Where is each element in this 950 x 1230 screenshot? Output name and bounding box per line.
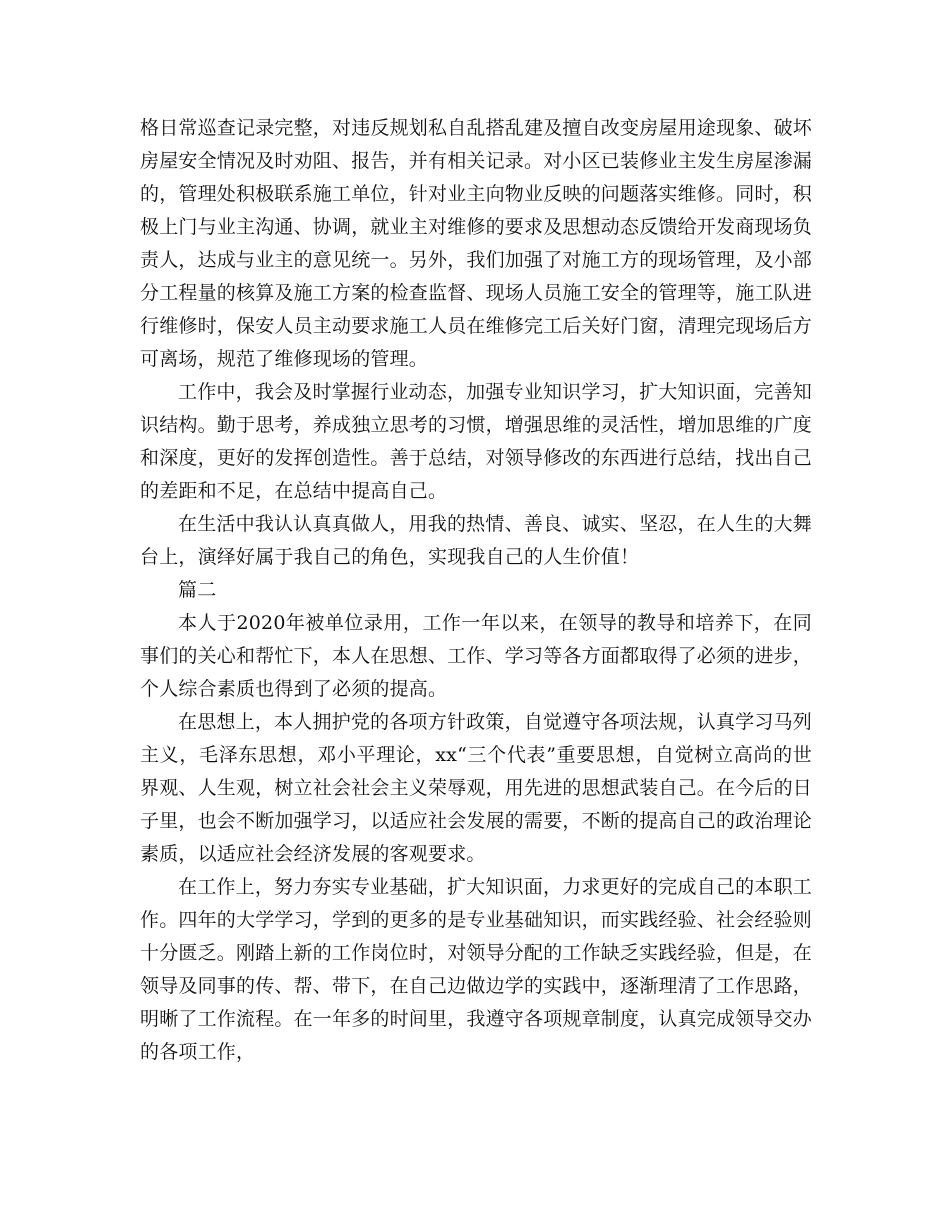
paragraph-work-learning: 工作中，我会及时掌握行业动态，加强专业知识学习，扩大知识面，完善知识结构。勤于思考，养成独立思考的习惯，增强思维的灵活性，增加思维的广度和深度，更好的发挥创造性。善于总结，对领导修改的东西进行总结，找出自己的差距和不足，在总结中提高自己。 [140, 381, 813, 502]
paragraph-ideology: 在思想上，本人拥护党的各项方针政策，自觉遵守各项法规，认真学习马列主义，毛泽东思想，邓小平理论，xx“三个代表”重要思想，自觉树立高尚的世界观、人生观，树立社会社会主义荣辱观，用先进的思想武装自己。在今后的日子里，也会不断加强学习，以适应社会发展的需要，不断的提高自己的政治理论素质，以适应社会经济发展的客观要求。 [140, 711, 813, 865]
paragraph-introduction: 本人于2020年被单位录用，工作一年以来，在领导的教导和培养下，在同事们的关心和帮忙下，本人在思想、工作、学习等各方面都取得了必须的进步，个人综合素质也得到了必须的提高。 [140, 612, 813, 700]
paragraph-life-attitude: 在生活中我认认真真做人，用我的热情、善良、诚实、坚忍，在人生的大舞台上，演绎好属于我自己的角色，实现我自己的人生价值！ [140, 513, 812, 568]
paragraph-continued-property-management: 格日常巡查记录完整，对违反规划私自乱搭乱建及擅自改变房屋用途现象、破坏房屋安全情况及时劝阻、报告，并有相关记录。对小区已装修业主发生房屋渗漏的，管理处积极联系施工单位，针对业主向物业反映的问题落实维修。同时，积极上门与业主沟通、协调，就业主对维修的要求及思想动态反馈给开发商现场负责人，达成与业主的意见统一。另外，我们加强了对施工方的现场管理，及小部分工程量的核算及施工方案的检查监督、现场人员施工安全的管理等，施工队进行维修时，保安人员主动要求施工人员在维修完工后关好门窗，清理完现场后方可离场，规范了维修现场的管理。 [140, 117, 813, 370]
paragraph-work: 在工作上，努力夯实专业基础，扩大知识面，力求更好的完成自己的本职工作。四年的大学学习，学到的更多的是专业基础知识，而实践经验、社会经验则十分匮乏。刚踏上新的工作岗位时，对领导分配的工作缺乏实践经验，但是，在领导及同事的传、帮、带下，在自己边做边学的实践中，逐渐理清了工作思路，明晰了工作流程。在一年多的时间里，我遵守各项规章制度，认真完成领导交办的各项工作， [140, 876, 813, 1063]
document-body [140, 112, 812, 1069]
section-heading-part-two: 篇二 [178, 579, 217, 601]
